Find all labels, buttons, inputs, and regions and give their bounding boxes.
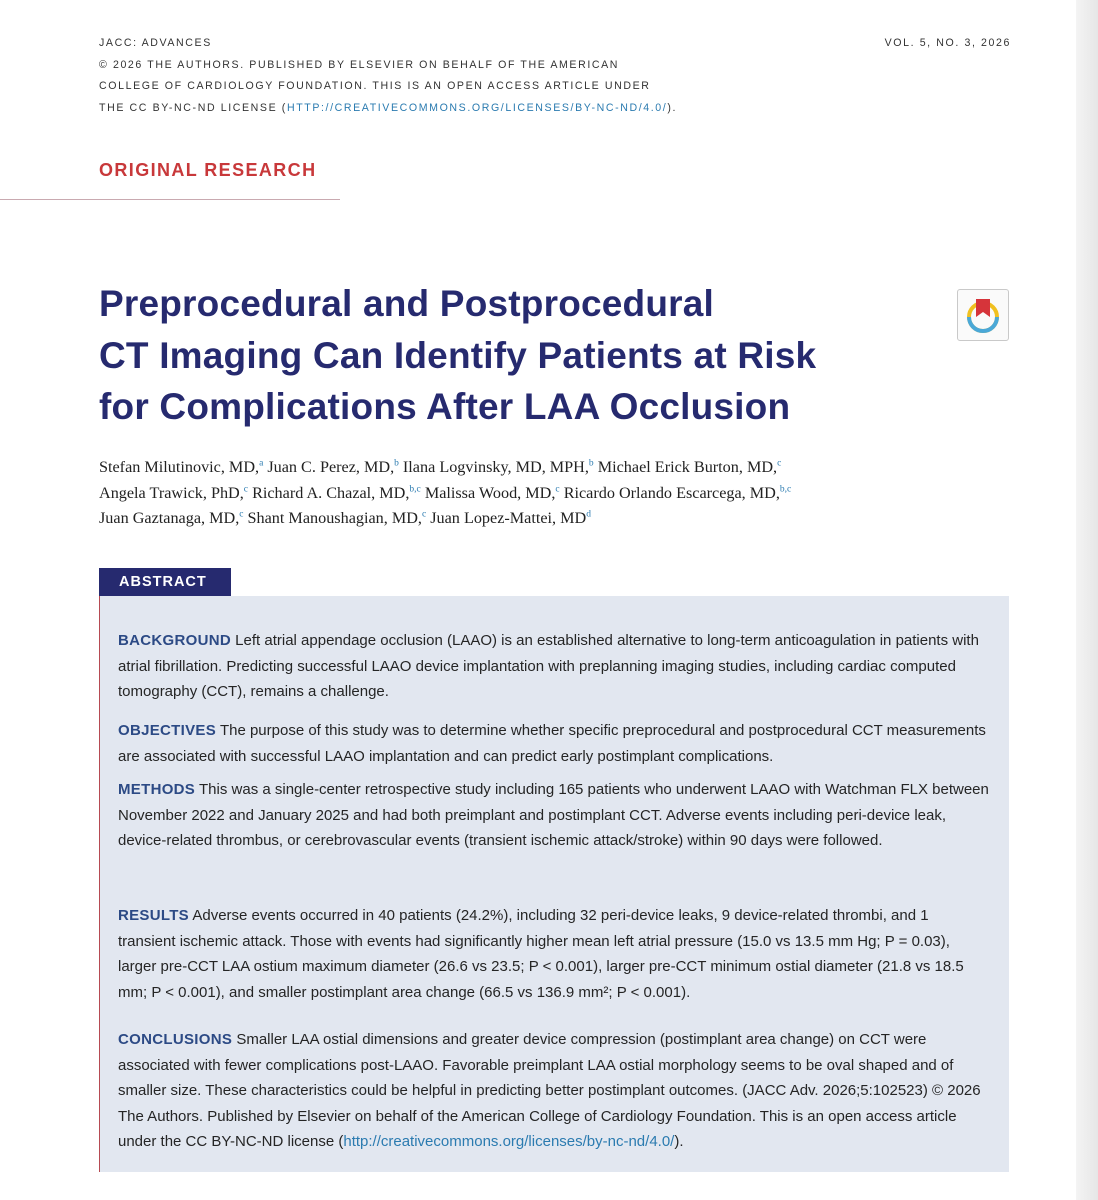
methods-heading: METHODS	[118, 781, 196, 798]
copyright-line: COLLEGE OF CARDIOLOGY FOUNDATION. THIS IS AN OPEN ACCESS ARTICLE UNDER	[99, 80, 651, 93]
author-name: Shant Manoushagian, MD,	[247, 509, 422, 527]
objectives-text: The purpose of this study was to determine whether specific preprocedural and postprocedural CCT measurements are associated with successful LAAO implantation and can predict early postimplant complications.	[118, 722, 986, 765]
license-link[interactable]: HTTP://CREATIVECOMMONS.ORG/LICENSES/BY-NC-ND/4.0/	[286, 101, 668, 114]
title-line: CT Imaging Can Identify Patients at Risk	[99, 334, 817, 376]
author-name: Richard A. Chazal, MD,	[252, 483, 410, 502]
abstract-label: ABSTRACT	[99, 568, 231, 596]
abstract-results	[118, 903, 990, 1005]
copyright-line: © 2026 THE AUTHORS. PUBLISHED BY ELSEVIER ON BEHALF OF THE AMERICAN	[99, 58, 620, 71]
crossmark-badge[interactable]	[957, 289, 1009, 341]
abstract-methods	[118, 777, 990, 854]
methods-text: This was a single-center retrospective study including 165 patients who underwent LAAO with Watchman FLX between November 2022 and January 2025 and had both preimplant and postimplant CCT. Adverse events including peri-device leak, device-related thrombus, or cerebrovascular events (transient ischemic attack/stroke) within 90 days were followed.	[118, 781, 989, 850]
affiliation-mark[interactable]: c	[239, 509, 244, 520]
author-line	[99, 506, 1029, 532]
article-type-label: ORIGINAL RESEARCH	[99, 160, 317, 180]
abstract-background	[118, 628, 990, 705]
affiliation-mark[interactable]: b	[394, 458, 399, 469]
author-name: Angela Trawick, PhD,	[99, 483, 244, 502]
author-name: Juan Gaztanaga, MD,	[99, 509, 240, 527]
author-name: Michael Erick Burton, MD,	[597, 458, 778, 476]
license-link[interactable]: http://creativecommons.org/licenses/by-nc-nd/4.0/	[343, 1133, 675, 1151]
abstract-objectives	[118, 718, 990, 769]
affiliation-mark[interactable]: b,c	[779, 484, 792, 495]
background-heading: BACKGROUND	[118, 632, 231, 649]
title-line: for Complications After LAA Occlusion	[99, 386, 791, 427]
journal-name: JACC: ADVANCES	[99, 37, 212, 49]
results-heading: RESULTS	[118, 907, 189, 924]
copyright-suffix: ).	[667, 101, 677, 114]
author-name: Juan C. Perez, MD,	[267, 458, 395, 476]
affiliation-mark[interactable]: d	[586, 509, 591, 520]
title-line: Preprocedural and Postprocedural	[99, 283, 715, 324]
section-divider	[0, 199, 340, 200]
objectives-heading: OBJECTIVES	[118, 722, 217, 739]
affiliation-mark[interactable]: c	[243, 484, 249, 495]
affiliation-mark[interactable]: c	[421, 509, 427, 520]
article-title	[99, 278, 939, 433]
crossmark-icon	[963, 295, 1003, 335]
author-name: Ilana Logvinsky, MD, MPH,	[402, 458, 589, 476]
copyright-prefix: THE CC BY-NC-ND LICENSE (	[99, 101, 287, 114]
author-name: Ricardo Orlando Escarcega, MD,	[563, 483, 780, 502]
author-line	[99, 481, 1029, 507]
affiliation-mark[interactable]: b	[588, 458, 594, 469]
affiliation-mark[interactable]: b,c	[409, 484, 421, 495]
results-text: Adverse events occurred in 40 patients (24.2%), including 32 peri-device leaks, 9 device-related thrombi, and 1 transient ischemic attack. Those with events had significantly higher mean left atrial pressure (15.0 vs 13.5 mm Hg; P = 0.03), larger pre-CCT LAA ostium maximum diameter (26.6 vs 23.5; P < 0.001), larger pre-CCT minimum ostial diameter (21.8 vs 18.5 mm; P < 0.001), and smaller postimplant area change (66.5 vs 136.9 mm²; P < 0.001).	[118, 907, 964, 1001]
copyright-line	[99, 98, 1011, 120]
background-text: Left atrial appendage occlusion (LAAO) is an established alternative to long-term anticoagulation in patients with atrial fibrillation. Predicting successful LAAO device implantation with preplanning imaging studies, including cardiac computed tomography (CCT), remains a challenge.	[118, 632, 979, 701]
author-name: Juan Lopez-Mattei, MD	[430, 509, 587, 527]
author-line	[99, 455, 1029, 481]
affiliation-mark[interactable]: c	[777, 458, 782, 469]
affiliation-mark[interactable]: a	[259, 458, 264, 469]
affiliation-mark[interactable]: c	[555, 484, 560, 495]
volume-info: VOL. 5, NO. 3, 2026	[884, 37, 1011, 49]
conclusions-heading: CONCLUSIONS	[118, 1031, 233, 1048]
journal-header	[99, 33, 1011, 119]
abstract-conclusions	[118, 1027, 990, 1155]
author-name: Stefan Milutinovic, MD,	[99, 458, 260, 476]
conclusions-text: Smaller LAA ostial dimensions and greater device compression (postimplant area change) on CCT were associated with fewer complications post-LAAO. Favorable preimplant LAA ostial morphology seems to be oval shaped and of smaller size. These characteristics could be helpful in predicting better postimplant outcomes. (JACC Adv. 2026;5:102523) © 2026 The Authors. Published by Elsevier on behalf of the American College of Cardiology Foundation. This is an open access article under the CC BY-NC-ND license (	[118, 1031, 981, 1151]
author-name: Malissa Wood, MD,	[424, 483, 556, 502]
page-edge	[1076, 0, 1098, 1200]
author-list	[99, 455, 1029, 532]
conclusions-suffix: ).	[674, 1133, 684, 1151]
